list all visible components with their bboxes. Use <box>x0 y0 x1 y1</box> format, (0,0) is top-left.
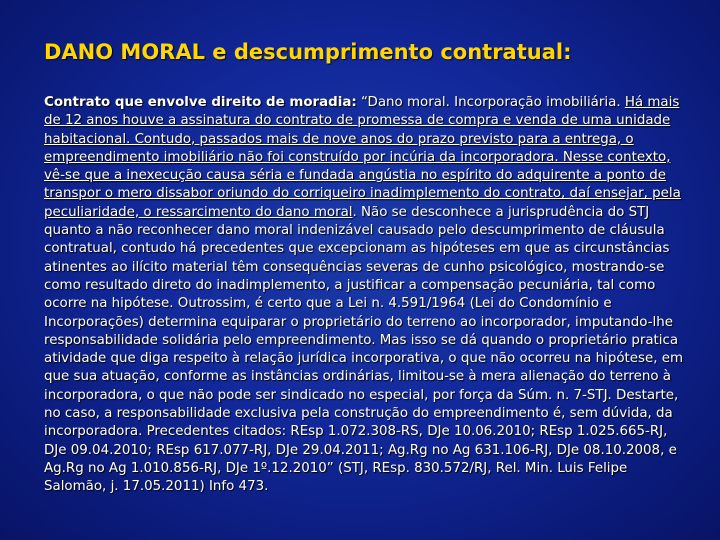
slide-body-paragraph <box>44 94 688 497</box>
underlined-excerpt: Há mais de 12 anos houve a assinatura do contrato de promessa de compra e venda de uma unidade habitacional. Contudo, passados mais de nove anos do prazo previsto para a entrega, o empreendimento imobiliário não foi construído por incúria da incorporadora. Nesse contexto, vê-se que a inexecução causa séria e fundada angústia no espírito do adquirente a ponto de transpor o mero dissabor oriundo do corriqueiro inadimplemento do contrato, daí ensejar, pela peculiaridade, o ressarcimento do dano moral <box>44 95 681 220</box>
body-continuation: . Não se desconhece a jurisprudência do STJ quanto a não reconhecer dano moral indenizável causado pelo descumprimento de cláusula contratual, contudo há precedentes que excepcionam as hipóteses em que as circunstâncias atinentes ao ilícito material têm consequências severas de cunho psicológico, mostrando-se como resultado direto do inadimplemento, a justificar a compensação pecuniária, tal como ocorre na hipótese. Outrossim, é certo que a Lei n. 4.591/1964 (Lei do Condomínio e Incorporações) determina equiparar o proprietário do terreno ao incorporador, imputando-lhe responsabilidade solidária pelo empreendimento. Mas isso se dá quando o proprietário pratica atividade que diga respeito à relação jurídica incorporativa, o que não ocorreu na hipótese, em que sua atuação, conforme as instâncias ordinárias, limitou-se à mera alienação do terreno à incorporadora, o que não pode ser sindicado no especial, por força da Súm. n. 7-STJ. Destarte, no caso, a responsabilidade exclusiva pela construção do empreendimento é, sem dúvida, da incorporadora. Precedentes citados: REsp 1.072.308-RS, DJe 10.06.2010; REsp 1.025.665-RJ, DJe 09.04.2010; REsp 617.077-RJ, DJe 29.04.2011; Ag.Rg no Ag 631.106-RJ, DJe 08.10.2008, e Ag.Rg no Ag 1.010.856-RJ, DJe 1º.12.2010” (STJ, REsp. 830.572/RJ, Rel. Min. Luis Felipe Salomão, j. 17.05.2011) Info 473. <box>44 204 684 495</box>
slide-title: DANO MORAL e descumprimento contratual: <box>44 40 572 64</box>
quote-intro: “Dano moral. Incorporação imobiliária. <box>356 95 625 110</box>
lead-heading: Contrato que envolve direito de moradia: <box>44 95 357 110</box>
